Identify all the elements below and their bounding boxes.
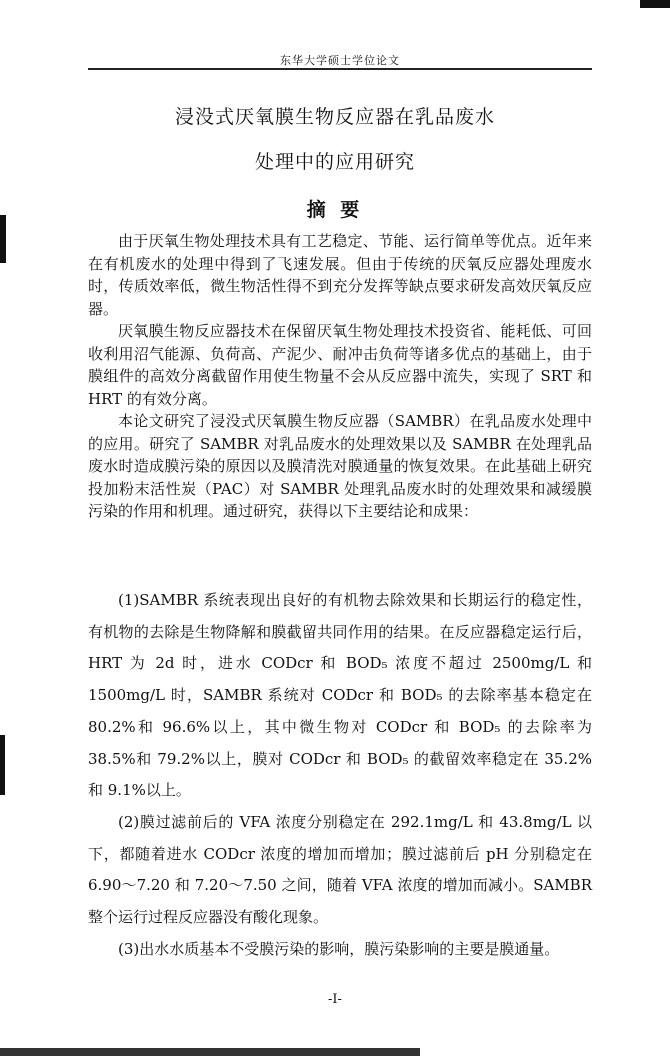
abstract-paragraph-2: 厌氧膜生物反应器技术在保留厌氧生物处理技术投资省、能耗低、可回收利用沼气能源、负荷高、产泥少、耐冲击负荷等诸多优点的基础上，由于膜组件的高效分离截留作用使生物量不会从反应器中流失，实现了 SRT 和 HRT 的有效分离。 (88, 322, 592, 408)
scan-artifact-left-middle (0, 735, 5, 795)
conclusion-3: (3)出水水质基本不受膜污染的影响，膜污染影响的主要是膜通量。 (118, 939, 560, 958)
thesis-title-line-1: 浸没式厌氧膜生物反应器在乳品废水 (174, 106, 495, 128)
conclusion-2: (2)膜过滤前后的 VFA 浓度分别稳定在 292.1mg/L 和 43.8mg/L 以下，都随着进水 CODcr 浓度的增加而增加；膜过滤前后 pH 分别稳定在 6.90～7.20 和 7.20～7.50 之间，随着 VFA 浓度的增加而减小。SAMBR 整个运行过程反应器没有酸化现象。 (88, 812, 592, 927)
running-header: 东华大学硕士学位论文 (280, 54, 400, 67)
thesis-title-line-2: 处理中的应用研究 (254, 151, 415, 173)
abstract-paragraph-3: 本论文研究了浸没式厌氧膜生物反应器（SAMBR）在乳品废水处理中的应用。研究了 SAMBR 对乳品废水的处理效果以及 SAMBR 在处理乳品废水时造成膜污染的原因以及膜清洗对膜通量的恢复效果。在此基础上研究投加粉末活性炭（PAC）对 SAMBR 处理乳品废水时的处理效果和减缓膜污染的作用和机理。通过研究，获得以下主要结论和成果： (88, 412, 592, 520)
scan-artifact-bottom (0, 1048, 420, 1056)
scan-artifact-left-top (0, 215, 6, 263)
scan-artifact-top-right (640, 0, 670, 8)
header-rule (88, 68, 592, 70)
abstract-body-intro (88, 230, 592, 523)
page-number: -I- (328, 992, 342, 1007)
abstract-body-conclusions (88, 585, 592, 965)
conclusion-1: (1)SAMBR 系统表现出良好的有机物去除效果和长期运行的稳定性，有机物的去除是生物降解和膜截留共同作用的结果。在反应器稳定运行后，HRT 为 2d 时，进水 CODcr 和 BOD₅ 浓度不超过 2500mg/L 和 1500mg/L 时，SAMBR 系统对 CODcr 和 BOD₅ 的去除率基本稳定在 80.2%和 96.6%以上，其中微生物对 CODcr 和 BOD₅ 的去除率为 38.5%和 79.2%以上，膜对 CODcr 和 BOD₅ 的截留效率稳定在 35.2%和 9.1%以上。 (88, 591, 592, 800)
abstract-paragraph-1: 由于厌氧生物处理技术具有工艺稳定、节能、运行简单等优点。近年来在有机废水的处理中得到了飞速发展。但由于传统的厌氧反应器处理废水时，传质效率低，微生物活性得不到充分发挥等缺点要求研发高效厌氧反应器。 (88, 232, 592, 318)
abstract-heading: 摘 要 (306, 199, 364, 221)
